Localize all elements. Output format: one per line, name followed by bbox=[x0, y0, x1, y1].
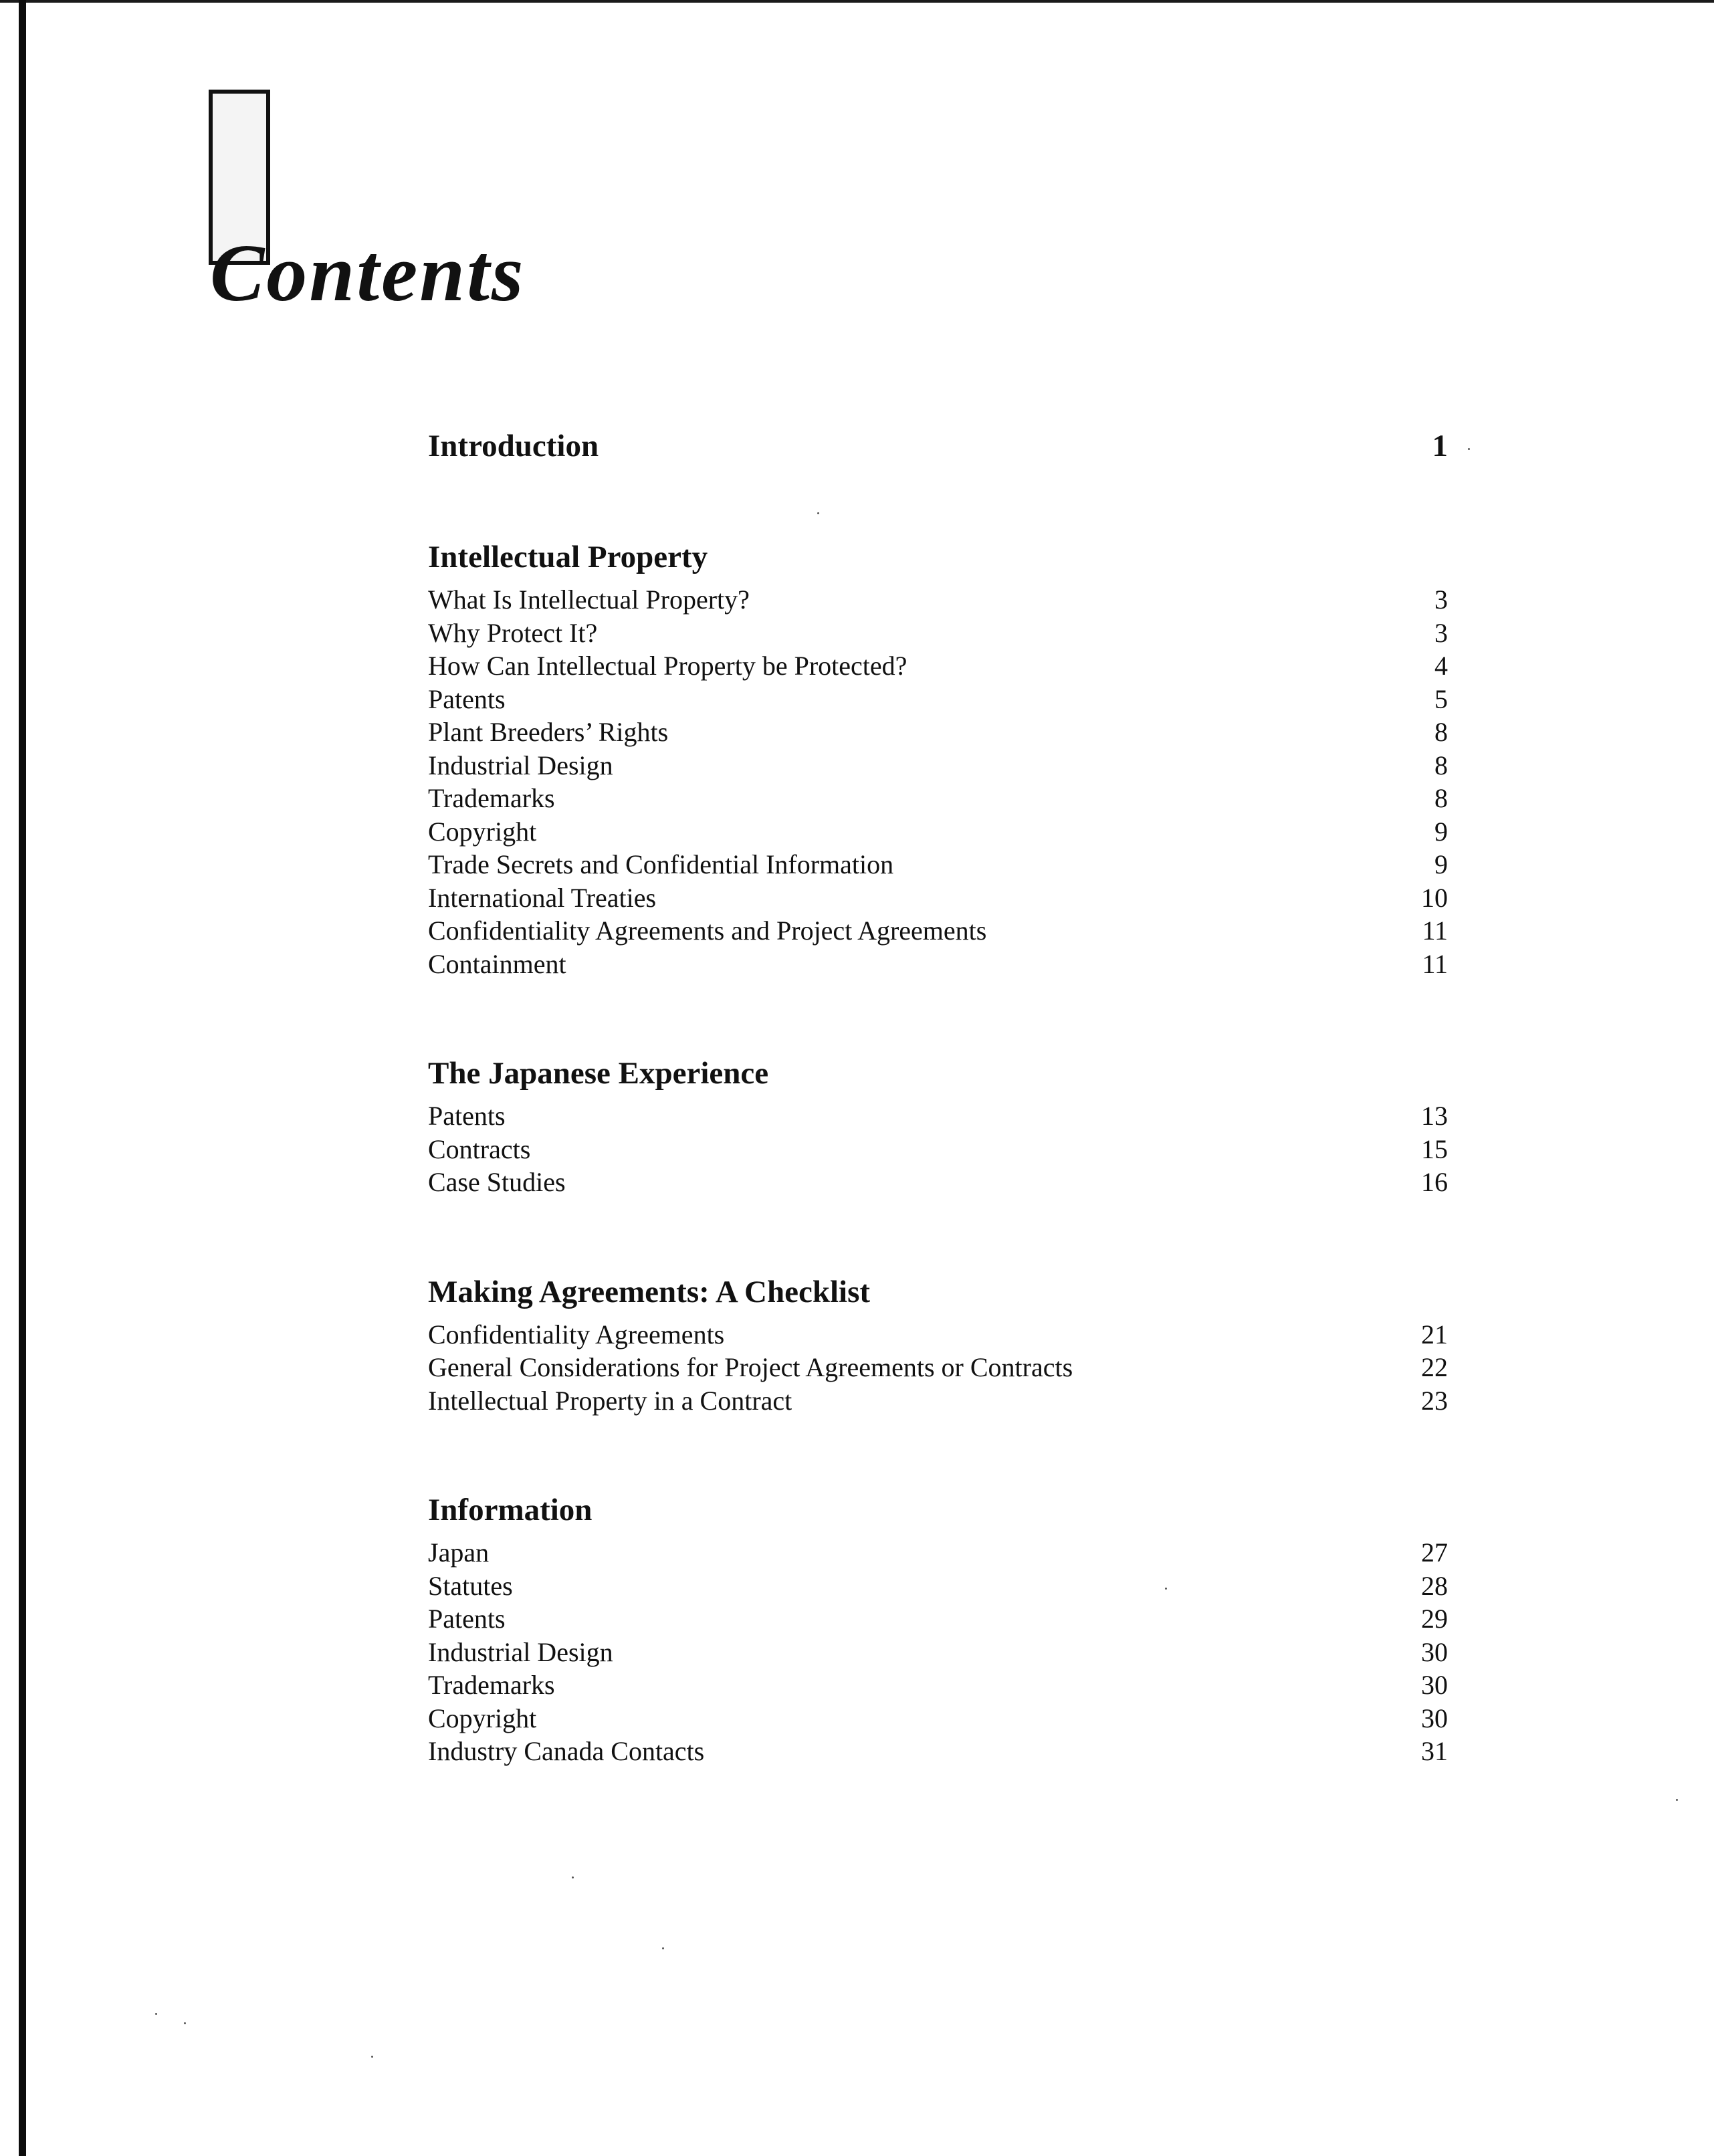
toc-entry-page: 31 bbox=[1421, 1736, 1448, 1766]
toc-entry-page: 11 bbox=[1422, 915, 1448, 946]
section-heading-page: 1 bbox=[1432, 429, 1448, 463]
toc-entry bbox=[428, 1702, 1448, 1735]
page-binding-edge bbox=[19, 0, 26, 2156]
toc-entry-page: 8 bbox=[1434, 783, 1448, 813]
scan-speck bbox=[1165, 1588, 1167, 1590]
toc-entry-page: 4 bbox=[1434, 651, 1448, 681]
toc-entry-label: Why Protect It? bbox=[428, 617, 598, 648]
toc-entry-page: 30 bbox=[1421, 1703, 1448, 1733]
scan-speck bbox=[662, 1947, 664, 1949]
table-of-contents bbox=[428, 420, 1448, 1768]
section-spacer bbox=[428, 1199, 1448, 1266]
toc-entry-page: 29 bbox=[1421, 1604, 1448, 1634]
toc-entry-page: 3 bbox=[1434, 584, 1448, 615]
toc-entry bbox=[428, 848, 1448, 881]
toc-section bbox=[428, 420, 1448, 472]
section-spacer bbox=[428, 1417, 1448, 1484]
toc-entry-page: 22 bbox=[1421, 1352, 1448, 1382]
page-title: Contents bbox=[210, 228, 526, 318]
toc-entry-label: Intellectual Property in a Contract bbox=[428, 1385, 792, 1416]
toc-entry bbox=[428, 649, 1448, 683]
toc-entry bbox=[428, 815, 1448, 849]
toc-entry-label: Industry Canada Contacts bbox=[428, 1736, 705, 1766]
section-heading bbox=[428, 531, 1448, 583]
toc-entry-label: Contracts bbox=[428, 1134, 531, 1164]
toc-entry bbox=[428, 749, 1448, 782]
toc-entry-label: Copyright bbox=[428, 1703, 537, 1733]
toc-entry bbox=[428, 683, 1448, 716]
toc-entry-label: Industrial Design bbox=[428, 750, 613, 780]
toc-entry-page: 5 bbox=[1434, 683, 1448, 714]
toc-entry bbox=[428, 1602, 1448, 1636]
section-heading bbox=[428, 1266, 1448, 1318]
scan-speck bbox=[155, 2013, 157, 2015]
toc-entry bbox=[428, 1351, 1448, 1384]
scan-speck bbox=[1468, 448, 1470, 450]
toc-entry bbox=[428, 1384, 1448, 1418]
toc-entry-label: Japan bbox=[428, 1537, 490, 1568]
toc-entry-page: 23 bbox=[1421, 1385, 1448, 1416]
toc-entry-label: Trade Secrets and Confidential Information bbox=[428, 849, 894, 879]
toc-entry-label: Patents bbox=[428, 683, 506, 714]
toc-entry-label: Trademarks bbox=[428, 1670, 555, 1700]
toc-entry bbox=[428, 1668, 1448, 1702]
toc-entry bbox=[428, 914, 1448, 948]
toc-section bbox=[428, 1047, 1448, 1199]
toc-entry bbox=[428, 617, 1448, 650]
section-heading-label: The Japanese Experience bbox=[428, 1056, 769, 1091]
toc-entry bbox=[428, 1318, 1448, 1352]
section-heading bbox=[428, 1484, 1448, 1536]
section-heading-label: Introduction bbox=[428, 429, 599, 463]
toc-entry-label: Copyright bbox=[428, 816, 537, 847]
toc-entry bbox=[428, 1636, 1448, 1669]
section-spacer bbox=[428, 472, 1448, 531]
toc-entry-page: 9 bbox=[1434, 849, 1448, 879]
section-heading-label: Intellectual Property bbox=[428, 540, 708, 574]
toc-entry-label: How Can Intellectual Property be Protected? bbox=[428, 651, 907, 681]
section-heading-label: Making Agreements: A Checklist bbox=[428, 1274, 871, 1309]
toc-entry-page: 30 bbox=[1421, 1670, 1448, 1700]
toc-entry bbox=[428, 782, 1448, 815]
top-edge-rule bbox=[0, 0, 1714, 3]
toc-entry bbox=[428, 716, 1448, 749]
toc-entry-label: Confidentiality Agreements and Project Agreements bbox=[428, 915, 987, 946]
toc-entry-label: Statutes bbox=[428, 1570, 513, 1601]
toc-entry bbox=[428, 948, 1448, 981]
toc-entry bbox=[428, 1735, 1448, 1768]
toc-entry-label: Case Studies bbox=[428, 1167, 566, 1197]
section-heading-label: Information bbox=[428, 1493, 593, 1527]
toc-entry bbox=[428, 1099, 1448, 1133]
toc-entry-page: 9 bbox=[1434, 816, 1448, 847]
toc-entry-page: 28 bbox=[1421, 1570, 1448, 1601]
toc-entry-page: 11 bbox=[1422, 948, 1448, 979]
toc-entry bbox=[428, 1133, 1448, 1166]
toc-entry-label: Containment bbox=[428, 948, 566, 979]
toc-entry-page: 15 bbox=[1421, 1134, 1448, 1164]
toc-entry-page: 30 bbox=[1421, 1636, 1448, 1667]
section-heading bbox=[428, 420, 1448, 472]
toc-entry-page: 8 bbox=[1434, 717, 1448, 747]
toc-entry-label: Trademarks bbox=[428, 783, 555, 813]
toc-entry bbox=[428, 1166, 1448, 1199]
toc-entry-label: General Considerations for Project Agreements or Contracts bbox=[428, 1352, 1073, 1382]
toc-entry-page: 8 bbox=[1434, 750, 1448, 780]
toc-entry-label: Confidentiality Agreements bbox=[428, 1319, 725, 1350]
toc-entry bbox=[428, 881, 1448, 915]
scan-speck bbox=[371, 2056, 373, 2058]
scan-speck bbox=[1676, 1799, 1678, 1801]
toc-entry-page: 27 bbox=[1421, 1537, 1448, 1568]
toc-entry-page: 10 bbox=[1421, 882, 1448, 913]
toc-entry bbox=[428, 583, 1448, 617]
toc-section bbox=[428, 531, 1448, 980]
toc-entry-label: What Is Intellectual Property? bbox=[428, 584, 750, 615]
toc-entry-label: Patents bbox=[428, 1604, 506, 1634]
toc-entry-page: 13 bbox=[1421, 1101, 1448, 1131]
section-heading bbox=[428, 1047, 1448, 1099]
toc-entry-label: Plant Breeders’ Rights bbox=[428, 717, 669, 747]
toc-entry-label: International Treaties bbox=[428, 882, 657, 913]
toc-entry-label: Industrial Design bbox=[428, 1636, 613, 1667]
toc-entry-page: 21 bbox=[1421, 1319, 1448, 1350]
toc-section bbox=[428, 1484, 1448, 1768]
scan-speck bbox=[184, 2022, 186, 2024]
section-spacer bbox=[428, 980, 1448, 1047]
toc-entry-page: 3 bbox=[1434, 617, 1448, 648]
scan-speck bbox=[572, 1876, 574, 1878]
toc-entry-page: 16 bbox=[1421, 1167, 1448, 1197]
toc-entry bbox=[428, 1570, 1448, 1603]
toc-entry-label: Patents bbox=[428, 1101, 506, 1131]
toc-section bbox=[428, 1266, 1448, 1418]
toc-entry bbox=[428, 1536, 1448, 1570]
scan-speck bbox=[817, 512, 819, 514]
